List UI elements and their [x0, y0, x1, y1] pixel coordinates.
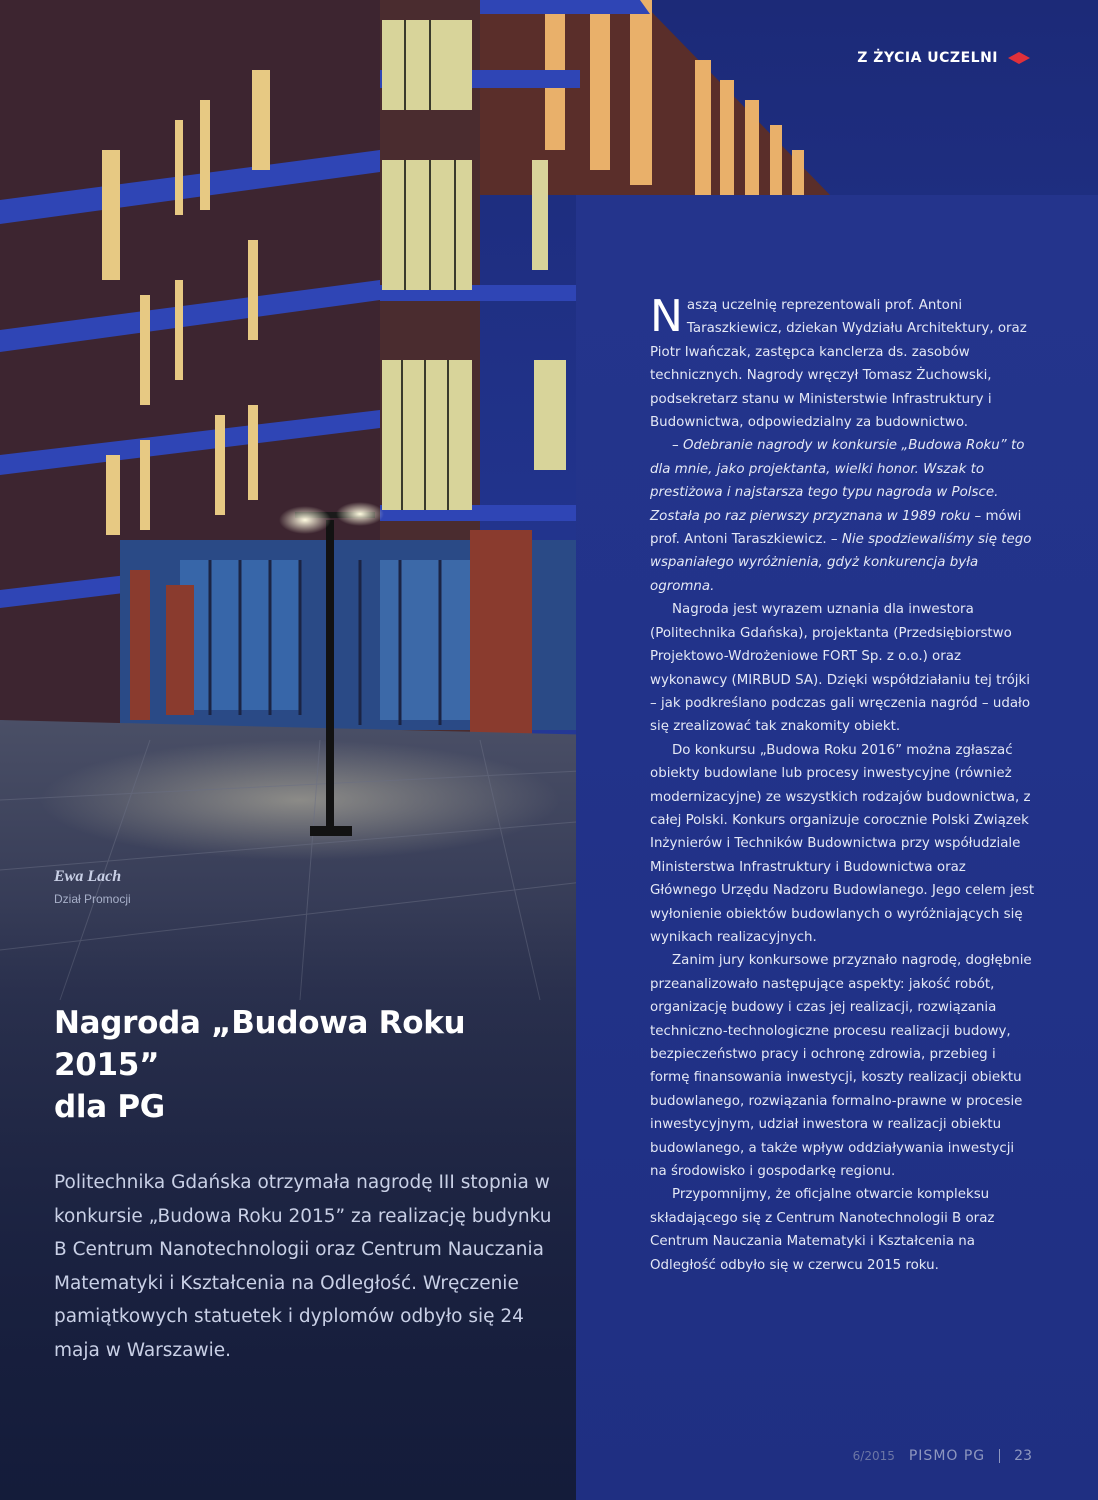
paragraph-2 [650, 434, 1035, 598]
quote-attribution: – mówi prof. Antoni Taraszkiewicz. – [650, 508, 1022, 548]
footer-divider [999, 1449, 1000, 1463]
paragraph-3: Nagroda jest wyrazem uznania dla inwestora (Politechnika Gdańska), projektanta (Przedsiębiorstwo Projektowo-Wdrożeniowe FORT Sp. z o.o.) oraz wykonawcy (MIRBUD SA). Dzięki współdziałaniu tej trójki – jak podkreślano podczas gali wręczenia nagród – udało się zrealizować tak znakomity obiekt. [650, 602, 1031, 735]
paragraph-5: Zanim jury konkursowe przyznało nagrodę, dogłębnie przeanalizowało następujące aspekty: jakość robót, organizację budowy i czas jej realizacji, rozwiązania techniczno-technologiczne procesu realizacji budowy, bezpieczeństwo pracy i ochronę zdrowia, przebieg i formę finansowania inwestycji, koszty realizacji obiektu budowlanego, rozwiązania formalno-prawne w procesie inwestycyjnym, udział inwestora w realizacji obiektu budowlanego, a także wpływ oddziaływania inwestycji na środowisko i gospodarkę regionu. [650, 953, 1032, 1180]
section-label: Z ŻYCIA UCZELNI [857, 50, 998, 66]
diamond-icon [1008, 52, 1030, 64]
paragraph-6: Przypomnijmy, że oficjalne otwarcie kompleksu składającego się z Centrum Nanotechnologii B oraz Centrum Nauczania Matematyki i Kształcenia na Odległość odbyło się w czerwcu 2015 roku. [650, 1187, 995, 1273]
section-header [857, 50, 1030, 66]
magazine-name: PISMO PG [908, 1448, 986, 1464]
quote-part-1: – Odebranie nagrody w konkursie „Budowa Roku” to dla mnie, jako projektanta, wielki honor. Wszak to prestiżowa i najstarsza tego typu nagroda w Polsce. Została po raz pierwszy przyznana w 1989 roku [650, 438, 1025, 524]
page-footer [853, 1448, 1032, 1464]
article-body [650, 291, 1035, 1277]
title-line-2: dla PG [54, 1089, 165, 1125]
article-title [54, 1002, 574, 1128]
author-name: Ewa Lach [54, 868, 122, 885]
quote-part-2: Nie spodziewaliśmy się tego wspaniałego wyróżnienia, gdyż konkurencja była ogromna. [650, 532, 1032, 594]
paragraph-4: Do konkursu „Budowa Roku 2016” można zgłaszać obiekty budowlane lub procesy inwestycyjne (również modernizacyjne) ze wszystkich rodzajów budownictwa, z całej Polski. Konkurs organizuje corocznie Polski Związek Inżynierów i Techników Budownictwa przy współudziale Ministerstwa Infrastruktury i Budownictwa oraz Głównego Urzędu Nadzoru Budowlanego. Jego celem jest wyłonienie obiektów budowlanych o wyróżniających się wynikach realizacyjnych. [650, 742, 1035, 945]
paragraph-1-text: aszą uczelnię reprezentowali prof. Antoni Taraszkiewicz, dziekan Wydziału Architektury, oraz Piotr Iwańczak, zastępca kanclerza ds. zasobów technicznych. Nagrody wręczył Tomasz Żuchowski, podsekretarz stanu w Ministerstwie Infrastruktury i Budownictwa, odpowiedzialny za budownictwo. [650, 298, 1027, 431]
author-department: Dział Promocji [54, 892, 131, 906]
article-lead: Politechnika Gdańska otrzymała nagrodę III stopnia w konkursie „Budowa Roku 2015” za realizację budynku B Centrum Nanotechnologii oraz Centrum Nauczania Matematyki i Kształcenia na Odległość. Wręczenie pamiątkowych statuetek i dyplomów odbyło się 24 maja w Warszawie. [54, 1172, 552, 1361]
issue-number: 6/2015 [852, 1449, 895, 1463]
page-number: 23 [1014, 1448, 1032, 1464]
paragraph-1 [650, 291, 1035, 434]
dropcap: N [650, 291, 683, 342]
title-line-1: Nagroda „Budowa Roku 2015” [54, 1005, 466, 1083]
